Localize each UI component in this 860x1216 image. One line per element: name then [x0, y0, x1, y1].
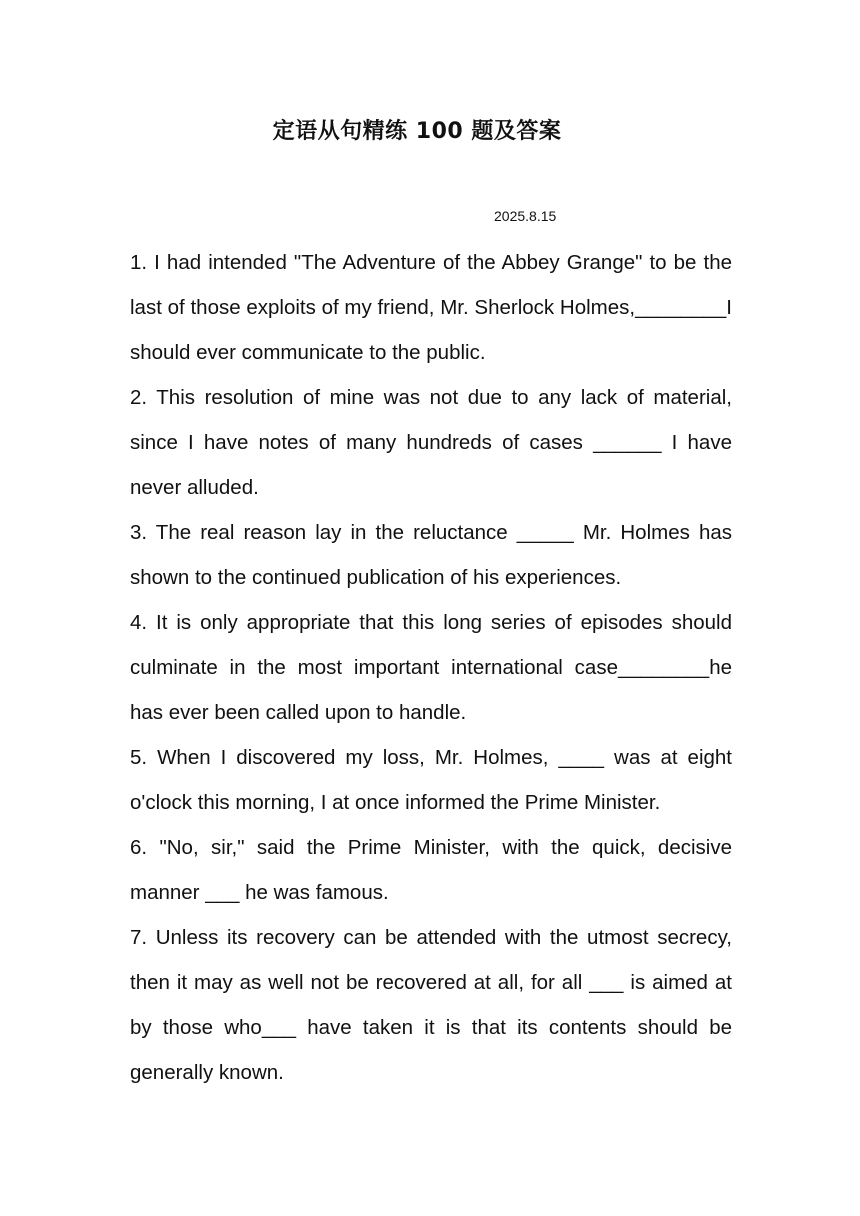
question-list	[130, 240, 732, 1095]
question-item: 4. It is only appropriate that this long series of episodes should culminate in the most important international case________he has ever been called upon to handle.	[130, 611, 732, 724]
question-item: 7. Unless its recovery can be attended with the utmost secrecy, then it may as well not be recovered at all, for all ___ is aimed at by those who___ have taken it is that its contents should be generally known.	[130, 926, 732, 1084]
document-title: 定语从句精练 100 题及答案	[272, 119, 562, 144]
question-item: 3. The real reason lay in the reluctance _____ Mr. Holmes has shown to the continued publication of his experiences.	[130, 521, 732, 589]
question-item: 2. This resolution of mine was not due to any lack of material, since I have notes of many hundreds of cases ______ I have never alluded.	[130, 386, 732, 499]
document-date: 2025.8.15	[494, 208, 557, 224]
question-item: 1. I had intended "The Adventure of the Abbey Grange" to be the last of those exploits of my friend, Mr. Sherlock Holmes,________I should ever communicate to the public.	[130, 251, 732, 364]
question-item: 6. "No, sir," said the Prime Minister, with the quick, decisive manner ___ he was famous.	[130, 836, 732, 904]
question-item: 5. When I discovered my loss, Mr. Holmes, ____ was at eight o'clock this morning, I at once informed the Prime Minister.	[130, 746, 732, 814]
